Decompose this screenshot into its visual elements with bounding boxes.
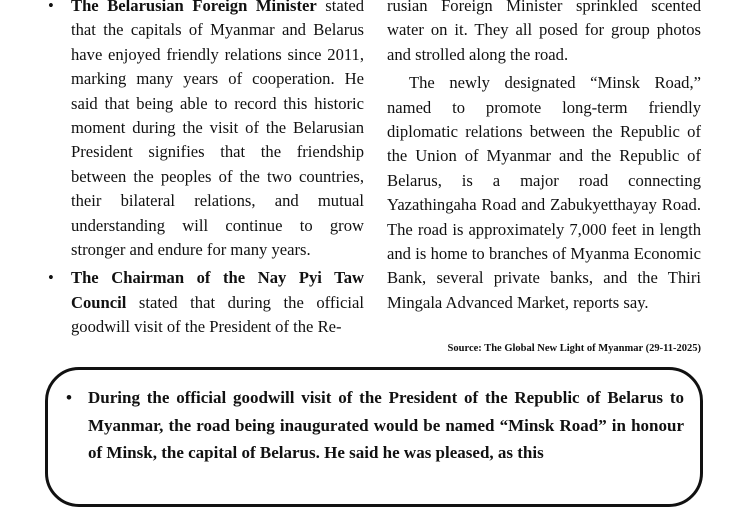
source-citation: Source: The Global New Light of Myanmar (29-11-2025) bbox=[447, 343, 701, 354]
boxed-bullet-item bbox=[66, 384, 684, 467]
boxed-note-text: During the official goodwill visit of the President of the Republic of Belarus to Myanmar, the road being inaugurated would be named “Minsk Road” in honour of Minsk, the capital of Belarus. He said he was pleased, as this bbox=[88, 388, 684, 462]
bullet-icon: • bbox=[66, 388, 72, 407]
bullet-icon: • bbox=[48, 0, 54, 15]
bullet-paragraph bbox=[71, 0, 364, 262]
minsk-road-paragraph: The newly designated “Minsk Road,” named to promote long-term friendly diplomatic relations between the Republic of the Union of Myanmar and the Republic of Belarus, is a major road connecting Yazathingaha Road and Zabukyetthayay Road. The road is approximately 7,000 feet in length and is home to branches of Myanma Economic Bank, several private banks, and the Thiri Mingala Advanced Market, reports say. bbox=[387, 73, 701, 312]
bullet-item-foreign-minister bbox=[48, 0, 364, 262]
left-column bbox=[48, 0, 364, 344]
bullet-item-chairman bbox=[48, 266, 364, 339]
bullet-text: stated that during the official goodwill visit of the President of the Re- bbox=[71, 292, 364, 337]
right-column bbox=[387, 0, 701, 315]
bullet-bold-lead: The Belarusian Foreign Minister bbox=[71, 0, 317, 15]
bullet-bold-lead: The Chairman of the Nay Pyi Taw Council bbox=[71, 268, 364, 312]
bullet-text: stated that the capitals of Myanmar and Belarus have enjoyed friendly relations since 2011, marking many years of cooperation. He said that being able to record this historic moment during the visit of the Belarusian President signifies that the friendship between the peoples of the two countries, their bilateral relations, and mutual understanding will continue to grow stronger and endure for many years. bbox=[71, 0, 364, 260]
boxed-note bbox=[45, 367, 703, 507]
bullet-paragraph bbox=[71, 266, 364, 339]
continuation-paragraph: rusian Foreign Minister sprinkled scented water on it. They all posed for group photos and strolled along the road. bbox=[387, 0, 701, 64]
bullet-icon: • bbox=[48, 268, 54, 288]
